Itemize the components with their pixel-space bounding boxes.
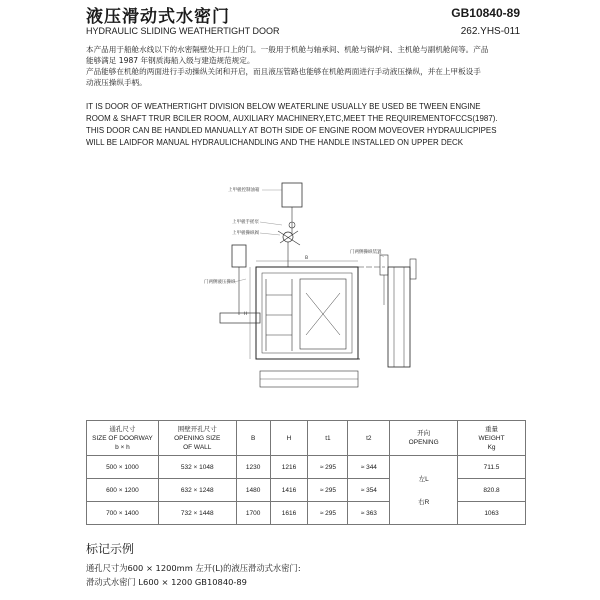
description-en (86, 101, 526, 149)
header-doorway-size (87, 421, 159, 456)
header-en: OPENING (408, 439, 439, 446)
header-weight (458, 421, 526, 456)
cell-t1: ≈ 295 (308, 502, 348, 525)
example-line-2: 滑动式水密门 L600 × 1200 GB10840-89 (86, 577, 247, 587)
header-cn: 重量 (485, 425, 499, 433)
header-opening (390, 421, 458, 456)
cell-opening-size: 632 × 1248 (158, 479, 236, 502)
header-b: B (236, 421, 270, 456)
classification-code: 262.YHS-011 (460, 26, 520, 37)
cell-b: 1230 (236, 456, 270, 479)
header-opening-size (158, 421, 236, 456)
table-row (87, 502, 526, 525)
cell-opening-size: 532 × 1048 (158, 456, 236, 479)
label-upper-handle: 上甲板操纵阀 (232, 231, 259, 236)
cell-weight: 711.5 (458, 456, 526, 479)
header-t2: t2 (348, 421, 390, 456)
cell-opening-size: 732 × 1448 (158, 502, 236, 525)
header-en: WEIGHT (478, 434, 505, 442)
header-en: OPENING SIZE (174, 434, 221, 442)
header-sub: OF WALL (183, 443, 212, 451)
standard-code: GB10840-89 (451, 6, 520, 20)
header-en: SIZE OF DOORWAY (92, 434, 153, 442)
cell-h: 1616 (270, 502, 308, 525)
description-cn-line: 动液压操纵手柄。 (86, 78, 147, 87)
header-cn: 围壁开孔尺寸 (177, 425, 217, 433)
label-right-control: 门两侧操纵装置 (350, 250, 382, 255)
description-en-line: IT IS DOOR OF WEATHERTIGHT DIVISION BELOW WEATERLINE USUALLY BE USED BE TWEEN ENGINE (86, 102, 481, 111)
cell-doorway: 500 × 1000 (87, 456, 159, 479)
cell-doorway: 700 × 1400 (87, 502, 159, 525)
opening-left: 左L (418, 476, 429, 483)
example-title: 标记示例 (86, 542, 135, 556)
cell-b: 1700 (236, 502, 270, 525)
opening-right: 右R (418, 499, 430, 506)
cell-doorway: 600 × 1200 (87, 479, 159, 502)
description-en-line: ROOM & SHAFT TRUR BCILER ROOM, AUXILIARY MACHINERY,ETC,MEET THE REQUIREMENTOFCCS(1987). (86, 114, 498, 123)
header-sub: b × h (115, 443, 130, 451)
label-door-side-control: 门两侧液压操纵 (204, 280, 236, 285)
cell-weight: 820.8 (458, 479, 526, 502)
cell-b: 1480 (236, 479, 270, 502)
description-cn-line: 能够满足 1987 年钢质海船入级与建造规范规定。 (86, 56, 255, 65)
description-cn-line: 产品能够在机舱的两面进行手动操纵关闭和开启，而且液压管路也能够在机舱两面进行手动液压操纵，并在上甲板设手 (86, 67, 481, 76)
cell-t2: ≈ 344 (348, 456, 390, 479)
table-header-row (87, 421, 526, 456)
cell-t1: ≈ 295 (308, 456, 348, 479)
example-line-1: 通孔尺寸为600 × 1200mm 左开(L)的液压滑动式水密门: (86, 563, 301, 573)
dimension-b-label: B (305, 256, 309, 261)
spec-table (86, 420, 526, 525)
table-row (87, 479, 526, 502)
description-en-line: WILL BE LAIDFOR MANUAL HYDRAULICHANDLING AND THE HANDLE INSTALLED ON UPPER DECK (86, 138, 464, 147)
cell-t1: ≈ 295 (308, 479, 348, 502)
header-cn: 开向 (417, 430, 431, 437)
cell-h: 1416 (270, 479, 308, 502)
page-subtitle: HYDRAULIC SLIDING WEATHERTIGHT DOOR (86, 26, 280, 36)
description-cn-line: 本产品用于船舱水线以下的水密隔壁处开口上的门。一般用于机舱与轴承间、机舱与锅炉间、主机舱与副机舱间等。产品 (86, 45, 489, 54)
description-en-line: THIS DOOR CAN BE HANDLED MANUALLY AT BOTH SIDE OF ENGINE ROOM MOVEOVER HYDRAULICPIPES (86, 126, 497, 135)
header-cn: 通孔尺寸 (109, 425, 136, 433)
cell-t2: ≈ 354 (348, 479, 390, 502)
cell-opening-direction (390, 456, 458, 525)
header-sub: Kg (487, 443, 496, 451)
dimension-h-label: H (244, 312, 248, 317)
door-drawing (200, 175, 440, 395)
header-h: H (270, 421, 308, 456)
table-row (87, 456, 526, 479)
cell-t2: ≈ 363 (348, 502, 390, 525)
label-upper-pump: 上甲板手摇泵 (232, 220, 259, 225)
label-upper-tank: 上甲板控制油箱 (228, 188, 260, 193)
cell-h: 1216 (270, 456, 308, 479)
header-t1: t1 (308, 421, 348, 456)
page-title: 液压滑动式水密门 (86, 7, 230, 27)
cell-weight: 1063 (458, 502, 526, 525)
description-cn (86, 44, 526, 88)
